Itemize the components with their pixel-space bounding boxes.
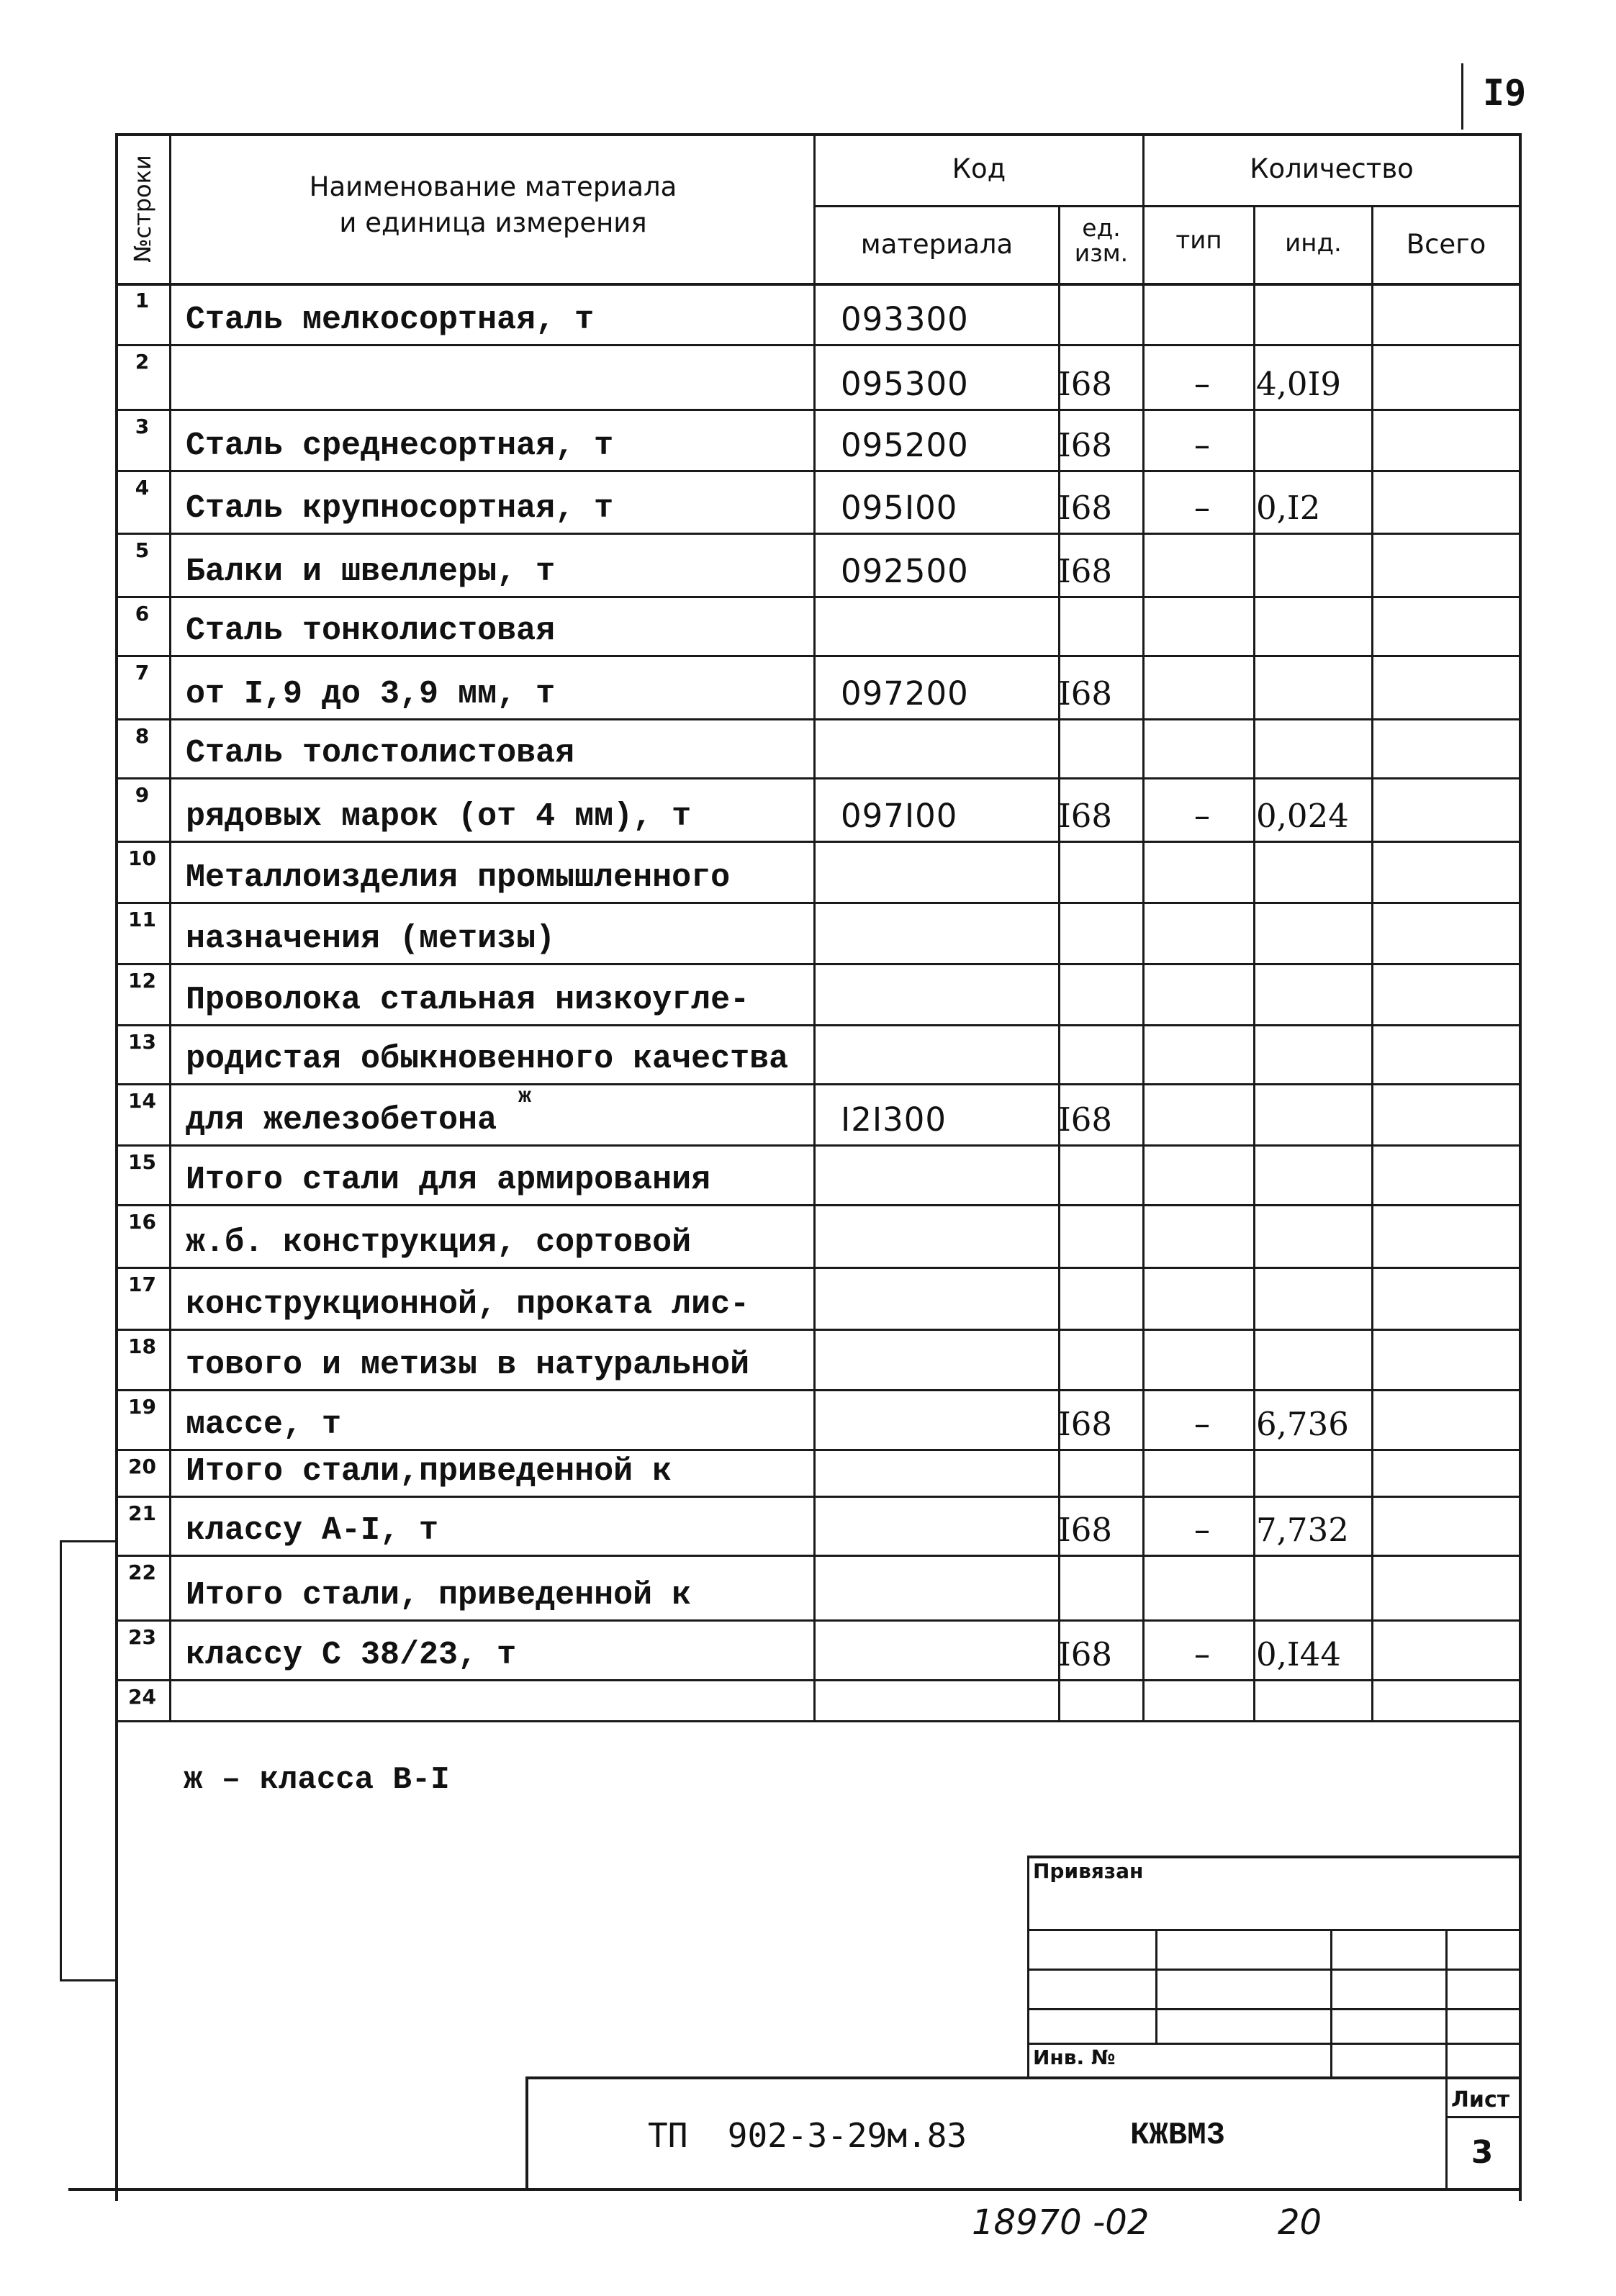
archive-number: 18970 -02 xyxy=(972,2202,1150,2243)
page-bottom-border xyxy=(68,2188,1519,2191)
row-material-code: 097200 xyxy=(841,674,969,713)
row-unit-code: I68 xyxy=(1058,1511,1113,1549)
name-header: Наименование материала и единица измерения xyxy=(309,171,677,239)
row-name: Балки и швеллеры, т xyxy=(186,553,556,590)
row-type-qty xyxy=(1173,1679,1231,1714)
row-type-qty xyxy=(1173,1267,1231,1323)
row-type-qty xyxy=(1173,1204,1231,1261)
row-number: 14 xyxy=(128,1089,156,1113)
stamp-sheet-divider xyxy=(1445,2116,1519,2118)
row-type-qty: – xyxy=(1193,426,1211,464)
stamp-left-border xyxy=(1027,1856,1029,2079)
row-unit-code: I68 xyxy=(1058,674,1113,713)
row-number: 7 xyxy=(135,661,150,684)
row-material-code: 095300 xyxy=(841,365,969,403)
margin-tick-top xyxy=(60,1540,117,1542)
row-number: 23 xyxy=(128,1625,156,1649)
row-name: рядовых марок (от 4 мм), т xyxy=(186,798,692,835)
row-number: 1 xyxy=(135,289,150,312)
row-type-qty xyxy=(1173,1144,1231,1198)
row-individual-qty: 0,I44 xyxy=(1256,1635,1341,1673)
row-material-code: I2I300 xyxy=(841,1100,947,1139)
row-name: Итого стали,приведенной к xyxy=(186,1453,672,1490)
row-name: Итого стали для армирования xyxy=(186,1162,711,1198)
stamp-doc-code: КЖВМ3 xyxy=(1130,2118,1226,2153)
row-name: тового и метизы в натуральной xyxy=(186,1347,750,1383)
row-name: классу С 38/23, т xyxy=(186,1637,517,1673)
margin-tick-bottom xyxy=(60,1979,117,1981)
rownum-col-border xyxy=(169,133,171,1720)
row-type-qty xyxy=(1173,1024,1231,1077)
row-name: конструкционной, проката лис- xyxy=(186,1286,750,1323)
row-name: массе, т xyxy=(186,1406,342,1443)
row-name: Проволока стальная низкоугле- xyxy=(186,982,750,1018)
row-individual-qty: 0,I2 xyxy=(1256,489,1321,527)
row-number: 6 xyxy=(135,602,150,625)
row-individual-qty: 0,024 xyxy=(1256,797,1349,835)
row-material-code: 093300 xyxy=(841,300,969,338)
row-name: Сталь среднесортная, т xyxy=(186,428,614,464)
row-type-qty: – xyxy=(1193,1511,1211,1549)
row-type-qty xyxy=(1173,1449,1231,1490)
row-name: родистая обыкновенного качества xyxy=(186,1041,789,1077)
row-number: 15 xyxy=(128,1150,156,1174)
row-name: классу А-I, т xyxy=(186,1512,439,1549)
row-individual-qty: 7,732 xyxy=(1256,1511,1349,1549)
row-number: 12 xyxy=(128,969,156,993)
row-type-qty xyxy=(1173,655,1231,713)
row-type-qty xyxy=(1173,533,1231,590)
row-name: для железобетона xyxy=(186,1102,497,1139)
row-individual-qty: 6,736 xyxy=(1256,1405,1349,1443)
archive-page: 20 xyxy=(1278,2202,1322,2243)
total-header: Всего xyxy=(1406,229,1486,260)
row-number: 2 xyxy=(135,350,150,374)
stamp-sheet-number: 3 xyxy=(1471,2134,1494,2171)
row-material-code: 095I00 xyxy=(841,489,958,527)
row-type-qty: – xyxy=(1193,365,1211,403)
unit-header: ед. изм. xyxy=(1074,214,1129,267)
row-number: 13 xyxy=(128,1030,156,1054)
row-name: Сталь тонколистовая xyxy=(186,613,556,649)
row-type-qty xyxy=(1173,841,1231,896)
row-type-qty xyxy=(1173,1555,1231,1614)
row-type-qty xyxy=(1173,1083,1231,1139)
row-type-qty: – xyxy=(1193,489,1211,527)
row-name: назначения (метизы) xyxy=(186,921,556,957)
row-number: 16 xyxy=(128,1210,156,1234)
row-material-code: 092500 xyxy=(841,552,969,590)
stamp-attached-label: Привязан xyxy=(1033,1859,1144,1883)
row-type-qty xyxy=(1173,283,1231,338)
row-unit-code: I68 xyxy=(1058,1405,1113,1443)
row-number-header: №строки xyxy=(129,155,156,263)
row-unit-code: I68 xyxy=(1058,365,1113,403)
row-type-qty xyxy=(1173,1329,1231,1383)
footnote: ж – класса В-I xyxy=(184,1762,450,1798)
table-top-border xyxy=(115,133,1519,136)
row-separator xyxy=(115,1679,1519,1681)
name-col-border xyxy=(813,133,816,1720)
row-unit-code: I68 xyxy=(1058,426,1113,464)
row-unit-code: I68 xyxy=(1058,552,1113,590)
stamp-top-border xyxy=(1027,1856,1519,1858)
row-name: Сталь мелкосортная, т xyxy=(186,302,595,338)
row-name: Металлоизделия промышленного xyxy=(186,859,731,896)
row-unit-code: I68 xyxy=(1058,1635,1113,1673)
row-name: ж.б. конструкция, сортовой xyxy=(186,1224,692,1261)
row-name: Сталь крупносортная, т xyxy=(186,490,614,527)
row-type-qty: – xyxy=(1193,797,1211,835)
row-number: 20 xyxy=(128,1455,156,1478)
row-number: 8 xyxy=(135,724,150,748)
quantity-header: Количество xyxy=(1250,153,1414,184)
unit-col-border xyxy=(1142,133,1145,1720)
row-unit-code: I68 xyxy=(1058,1100,1113,1139)
row-name: Итого стали, приведенной к xyxy=(186,1577,692,1614)
footnote-mark: ж xyxy=(518,1085,532,1109)
row-unit-code: I68 xyxy=(1058,797,1113,835)
stamp-sheet-label: Лист xyxy=(1451,2087,1510,2112)
row-number: 9 xyxy=(135,783,150,807)
row-type-qty xyxy=(1173,718,1231,772)
row-type-qty xyxy=(1173,596,1231,649)
stamp-project-left xyxy=(525,2076,528,2188)
row-number: 4 xyxy=(135,476,150,500)
row-number: 11 xyxy=(128,908,156,931)
material-header: материала xyxy=(860,229,1014,260)
row-material-code: 095200 xyxy=(841,426,969,464)
row-number: 21 xyxy=(128,1501,156,1525)
row-number: 18 xyxy=(128,1334,156,1358)
page-number: I9 xyxy=(1483,72,1527,114)
row-number: 3 xyxy=(135,415,150,438)
row-number: 19 xyxy=(128,1395,156,1419)
row-separator xyxy=(115,1720,1519,1722)
individual-header: инд. xyxy=(1285,229,1342,258)
stamp-col-1 xyxy=(1155,1929,1157,2043)
row-name: Сталь толстолистовая xyxy=(186,735,575,772)
row-type-qty xyxy=(1173,902,1231,957)
header-mid-border xyxy=(813,205,1519,207)
row-material-code: 097I00 xyxy=(841,797,958,835)
stamp-project-top xyxy=(525,2076,1519,2079)
page-number-divider xyxy=(1461,63,1463,130)
code-header: Код xyxy=(952,153,1006,184)
row-type-qty: – xyxy=(1193,1405,1211,1443)
row-number: 22 xyxy=(128,1560,156,1584)
row-number: 17 xyxy=(128,1273,156,1296)
row-number: 10 xyxy=(128,846,156,870)
row-type-qty: – xyxy=(1193,1635,1211,1673)
stamp-col-2 xyxy=(1330,1929,1332,2079)
row-individual-qty: 4,0I9 xyxy=(1256,365,1341,403)
row-number: 5 xyxy=(135,538,150,562)
row-name: от I,9 до 3,9 мм, т xyxy=(186,676,556,713)
stamp-inv-label: Инв. № xyxy=(1033,2046,1116,2069)
type-header: тип xyxy=(1175,226,1222,255)
margin-line-left xyxy=(60,1540,62,1979)
stamp-project-code: ТП 902-3-29м.83 xyxy=(648,2116,967,2155)
table-right-border xyxy=(1519,133,1522,2201)
row-number: 24 xyxy=(128,1685,156,1709)
row-type-qty xyxy=(1173,963,1231,1018)
row-unit-code: I68 xyxy=(1058,489,1113,527)
